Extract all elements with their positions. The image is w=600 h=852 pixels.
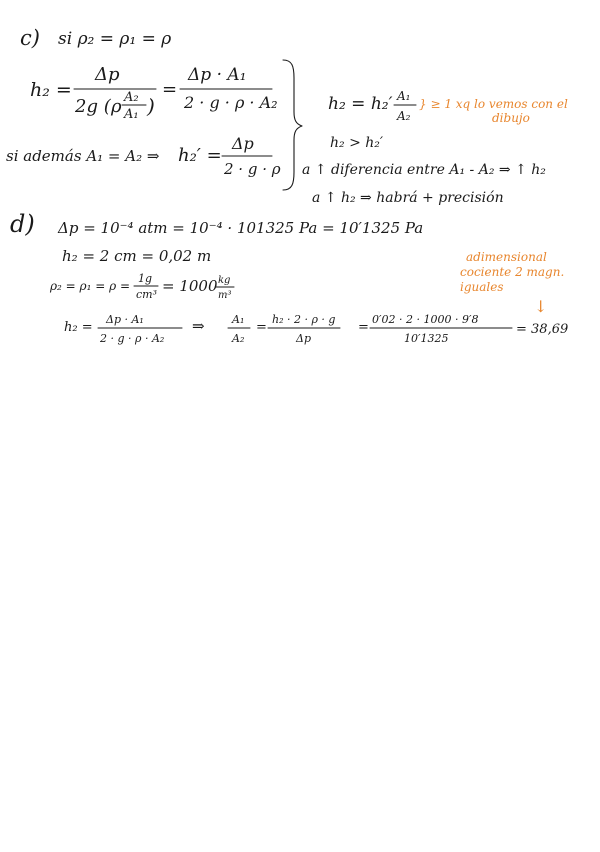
part-d-orange-note-line-3: iguales: [460, 280, 504, 294]
part-d-line-3-pre: ρ₂ = ρ₁ = ρ =: [50, 279, 131, 293]
final-result: = 38,69: [516, 322, 569, 337]
part-d-line-3-mid: = 1000: [162, 277, 218, 295]
part-d-orange-note-line-2: cociente 2 magn.: [460, 265, 565, 279]
final-implies: ⇒: [192, 317, 205, 335]
final-frac4-numerator: 0′02 · 2 · 1000 · 9′8: [372, 313, 479, 326]
eq2-denominator: 2 · g · ρ: [224, 160, 281, 178]
eq1-equals: =: [162, 79, 178, 100]
part-d-line-2: h₂ = 2 cm = 0,02 m: [62, 247, 212, 265]
final-frac1-denominator: 2 · g · ρ · A₂: [100, 332, 165, 345]
conclusion-eq-lhs: h₂ = h₂′: [328, 94, 393, 114]
conclusion-eq-denominator: A₂: [397, 109, 411, 123]
final-frac3-denominator: Δp: [296, 332, 311, 345]
eq2-lhs: h₂′ =: [178, 145, 222, 166]
eq2-prefix: si además A₁ = A₂ ⇒: [6, 147, 160, 165]
eq1-lhs: h₂ =: [30, 79, 72, 101]
eq1-inner-denominator: A₁: [124, 107, 139, 122]
eq1-frac1-den-rho: ρ: [111, 96, 122, 117]
part-d-label: d): [10, 210, 35, 238]
conclusion-orange-note: } ≥ 1 xq lo vemos con el: [419, 97, 568, 111]
final-frac1-numerator: Δp · A₁: [106, 313, 144, 326]
final-equals-2: =: [358, 320, 369, 335]
eq1-frac1-den-post: ): [147, 94, 155, 118]
final-equals-1: =: [256, 320, 267, 335]
conclusion-line-1: h₂ > h₂′: [330, 135, 384, 151]
part-d-orange-note-line-1: adimensional: [466, 250, 547, 264]
eq1-frac1-numerator: Δp: [95, 64, 120, 85]
conclusion-line-2: a ↑ diferencia entre A₁ - A₂ ⇒ ↑ h₂: [302, 162, 546, 178]
eq1-frac1-den-pre: 2g (: [75, 96, 111, 117]
eq2-numerator: Δp: [232, 134, 254, 153]
final-lhs: h₂ =: [64, 320, 93, 335]
part-d-line-3-numerator: 1g: [138, 272, 153, 285]
part-d-line-1: Δp = 10⁻⁴ atm = 10⁻⁴ · 101325 Pa = 10′1325 Pa: [58, 219, 424, 237]
part-d-line-3-unit-numerator: kg: [218, 275, 231, 286]
eq1-frac2-denominator: 2 · g · ρ · A₂: [184, 93, 278, 112]
part-c-label: c): [20, 26, 40, 50]
final-frac3-numerator: h₂ · 2 · ρ · g: [272, 313, 336, 326]
eq1-frac2-numerator: Δp · A₁: [188, 65, 247, 85]
final-frac4-denominator: 10′1325: [404, 332, 449, 345]
final-frac2-denominator: A₂: [232, 332, 245, 345]
part-d-orange-arrow: ↓: [534, 297, 548, 316]
conclusion-line-3: a ↑ h₂ ⇒ habrá + precisión: [312, 190, 504, 206]
final-frac2-numerator: A₁: [232, 313, 245, 326]
part-d-line-3-denominator: cm³: [136, 288, 158, 301]
conclusion-eq-numerator: A₁: [397, 89, 411, 103]
part-d-line-3-unit-denominator: m³: [218, 290, 232, 301]
big-right-brace: [283, 60, 302, 190]
part-c-condition: si ρ₂ = ρ₁ = ρ: [58, 29, 172, 49]
eq1-inner-numerator: A₂: [124, 90, 139, 105]
conclusion-orange-note-2: dibujo: [492, 111, 530, 125]
